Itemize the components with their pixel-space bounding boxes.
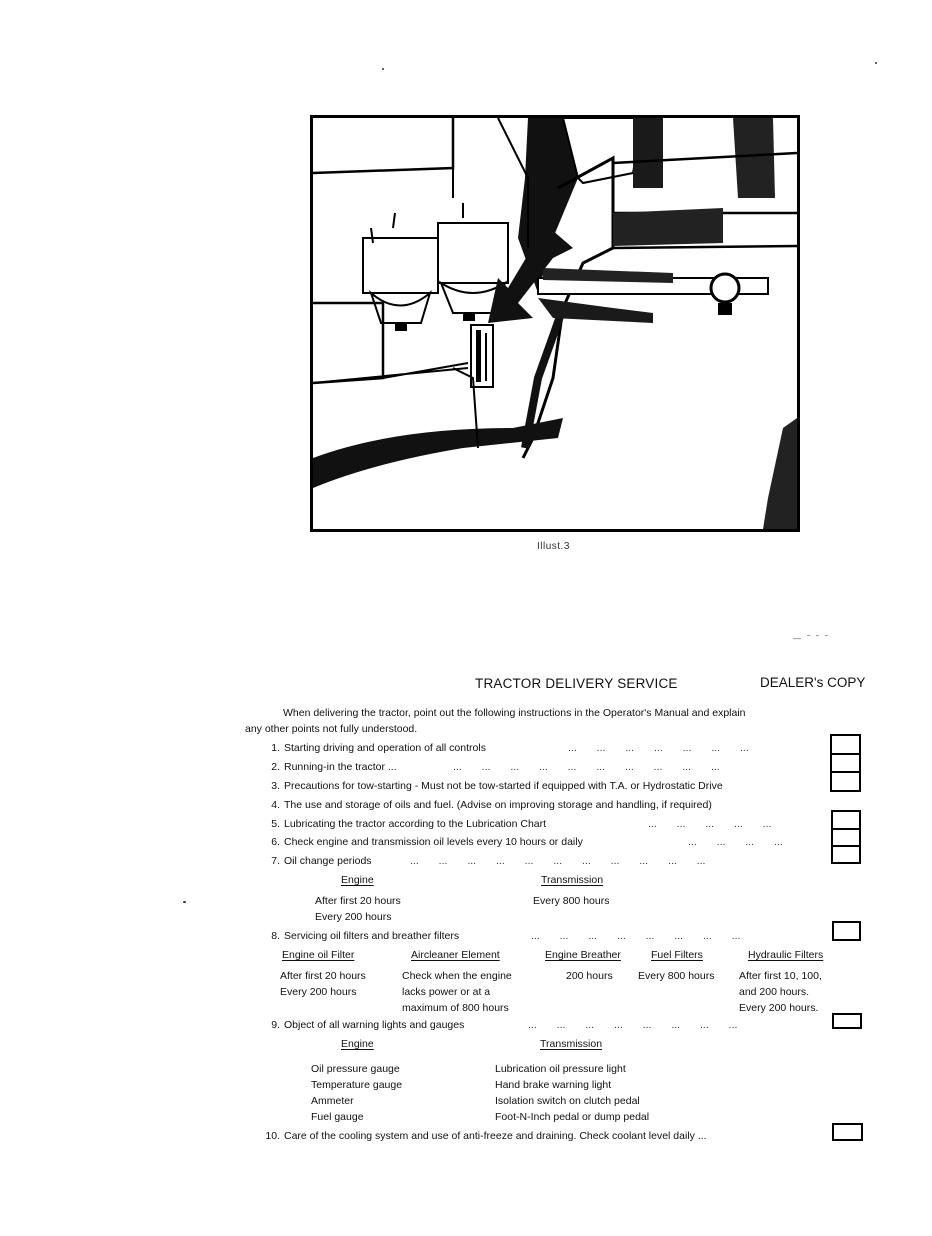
leader-dots-1: ... ... ... ... ... ... ... (568, 742, 749, 754)
checklist-item-1: 1. Starting driving and operation of all controls (271, 742, 486, 754)
warning-transmission-item: Isolation switch on clutch pedal (495, 1095, 640, 1107)
warning-engine-list (311, 1061, 402, 1125)
checklist-item-10: 10. Care of the cooling system and use of anti-freeze and draining. Check coolant level daily ... (265, 1130, 707, 1142)
leader-dots-9: ... ... ... ... ... ... ... ... (528, 1019, 738, 1031)
intro-line-2: any other points not fully understood. (245, 723, 418, 735)
oil-change-engine-line-1: After first 20 hours (315, 895, 401, 907)
intro-paragraph (245, 705, 863, 737)
checkbox-item-10[interactable] (832, 1123, 863, 1141)
filter-interval: and 200 hours. (739, 986, 810, 998)
filter-interval: Every 800 hours (638, 970, 715, 982)
warning-transmission-item: Lubrication oil pressure light (495, 1063, 626, 1075)
filter-column-fuel (638, 947, 715, 984)
checklist-item-2: 2. Running-in the tractor ... (271, 761, 397, 773)
warning-transmission-item: Hand brake warning light (495, 1079, 612, 1091)
scan-speck (875, 62, 877, 64)
filter-interval: Every 200 hours. (739, 1002, 819, 1014)
oil-change-engine-heading: Engine (341, 874, 374, 886)
checklist-item-6: 6. Check engine and transmission oil levels every 10 hours or daily (271, 836, 583, 848)
checklist-item-5: 5. Lubricating the tractor according to the Lubrication Chart (271, 818, 547, 830)
checkbox-item-2[interactable] (830, 753, 861, 773)
checklist-item-9: 9. Object of all warning lights and gauges (271, 1019, 465, 1031)
warning-engine-item: Ammeter (311, 1095, 354, 1107)
filter-heading: Aircleaner Element (411, 949, 500, 961)
checklist-item-8: 8. Servicing oil filters and breather filters (271, 930, 460, 942)
scan-speck (382, 68, 384, 70)
filter-column-hydraulic (739, 947, 824, 1016)
filter-column-engine-oil (282, 947, 366, 1000)
filter-heading: Engine Breather (545, 949, 621, 961)
checkbox-item-1[interactable] (830, 734, 861, 755)
filter-interval: lacks power or at a (402, 986, 491, 998)
checklist-item-7: 7. Oil change periods (271, 855, 372, 867)
checkbox-item-9[interactable] (832, 1013, 862, 1029)
checkbox-item-8[interactable] (832, 921, 861, 941)
warning-transmission-item: Foot-N-Inch pedal or dump pedal (495, 1111, 650, 1123)
scan-marks: — ˜ ˜ ˜ (793, 634, 830, 643)
filter-interval: 200 hours (566, 970, 613, 982)
checkbox-item-5[interactable] (831, 810, 861, 830)
checklist-item-3: 3. Precautions for tow-starting - Must not be tow-started if equipped with T.A. or Hydrostatic Drive (271, 780, 723, 792)
filter-interval: maximum of 800 hours (402, 1002, 509, 1014)
oil-change-transmission-heading: Transmission (541, 874, 604, 886)
filter-heading: Engine oil Filter (282, 949, 355, 961)
warning-transmission-list (495, 1061, 649, 1125)
copy-label: DEALER's COPY (760, 675, 866, 690)
filter-interval: After first 20 hours (280, 970, 366, 982)
filter-interval: Every 200 hours (280, 986, 357, 998)
filter-heading: Hydraulic Filters (748, 949, 824, 961)
warning-engine-item: Temperature gauge (311, 1079, 403, 1091)
checkbox-item-7[interactable] (831, 845, 861, 864)
filter-interval: Check when the engine (402, 970, 512, 982)
scan-speck (183, 901, 186, 903)
warning-engine-item: Fuel gauge (311, 1111, 364, 1123)
oil-change-engine-line-2: Every 200 hours (315, 911, 392, 923)
intro-line-1: When delivering the tractor, point out the following instructions in the Operator's Manual and explain (283, 707, 746, 719)
warning-engine-heading: Engine (341, 1038, 374, 1050)
leader-dots-6: ... ... ... ... (688, 836, 783, 848)
leader-dots-2: ... ... ... ... ... ... ... ... ... ... (453, 761, 720, 773)
checkbox-item-3[interactable] (830, 771, 861, 792)
leader-dots-7: ... ... ... ... ... ... ... ... ... ... ... (410, 855, 706, 867)
filter-column-aircleaner (402, 947, 512, 1016)
leader-dots-5: ... ... ... ... ... (648, 818, 772, 830)
filter-column-engine-breather (545, 947, 621, 984)
filter-heading: Fuel Filters (651, 949, 703, 961)
checklist-item-4: 4. The use and storage of oils and fuel. (Advise on improving storage and handling, if required) (271, 799, 712, 811)
tractor-engine-illustration (313, 118, 797, 529)
illustration-caption: Illust.3 (537, 541, 570, 552)
leader-dots-8: ... ... ... ... ... ... ... ... (531, 930, 741, 942)
warning-engine-item: Oil pressure gauge (311, 1063, 400, 1075)
oil-change-transmission-line-1: Every 800 hours (533, 895, 610, 907)
illustration-photo (310, 115, 800, 532)
filter-interval: After first 10, 100, (739, 970, 822, 982)
warning-transmission-heading: Transmission (540, 1038, 603, 1050)
form-title: TRACTOR DELIVERY SERVICE (475, 676, 678, 691)
